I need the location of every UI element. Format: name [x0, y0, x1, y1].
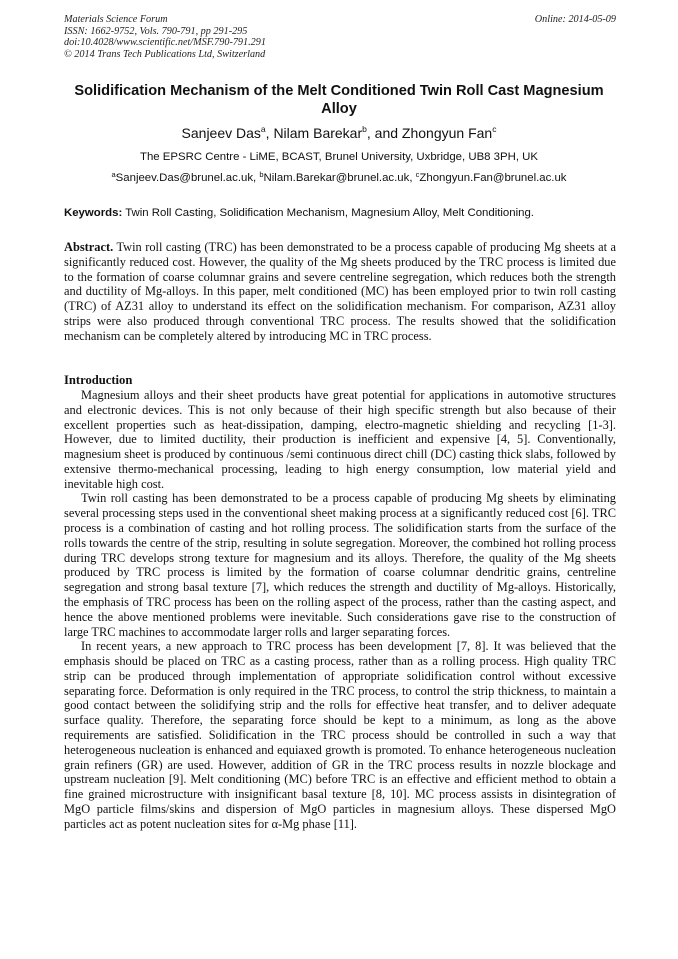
abstract — [64, 240, 616, 343]
author-separator: , — [265, 125, 274, 141]
email-list: $^a$Sanjeev.Das@brunel.ac.uk, $^b$Nilam.Barekar@brunel.ac.uk, $^c$Zhongyun.Fan@brunel.ac.uk — [111, 170, 567, 184]
paragraph: Twin roll casting has been demonstrated to be a process capable of producing Mg sheets by eliminating several processing steps used in the conventional sheet making process at a significantly reduced cost [6]. TRC process is a combination of casting and hot rolling process. The solidification starts from the surface of the rolls towards the centre of the strip, resulting in solute segregation. Moreover, the combined hot rolling process during TRC develops strong texture for magnesium and its alloys. Therefore, the quality of the Mg sheets produced by TRC process is limited by the formation of coarse columnar dendritic grains, centreline segregation and strong basal texture [7], which reduces the strength and ductility of Mg-alloys. Historically, the emphasis of TRC process has been on the rolling aspect of the process, rather than the casting aspect, and hence the above mentioned problems were inevitable. Such considerations gave rise to the construction of large TRC machines to accommodate larger rolls and larger separating forces. — [64, 491, 616, 639]
email-mark: c — [415, 170, 420, 179]
section-heading-introduction: Introduction — [64, 373, 133, 387]
keywords-text: Twin Roll Casting, Solidification Mechanism, Magnesium Alloy, Melt Conditioning. — [125, 207, 534, 219]
keywords-label: Keywords: — [64, 207, 123, 219]
paragraph: Magnesium alloys and their sheet products have great potential for applications in automotive structures and electronic devices. This is not only because of their high specific strength but also because of their excellent properties such as heat-dissipation, damping, electro-magnetic shielding and recycling [1-3]. However, due to limited ductility, their production is inefficient and expensive [4, 5]. Conventionally, magnesium sheet is produced by continuous /semi continuous direct chill (DC) casting thick slabs, followed by extensive thermo-mechanical processing, leading to high energy consumption, low material yield and inevitable high cost. — [64, 388, 616, 491]
author-name: Sanjeev Das — [181, 125, 261, 141]
journal-name: Materials Science Forum — [64, 14, 168, 25]
email-mark: b — [259, 170, 264, 179]
author-mark: c — [492, 124, 497, 134]
email-address[interactable]: Nilam.Barekar@brunel.ac.uk — [263, 172, 410, 184]
journal-header — [64, 14, 616, 60]
affiliation: The EPSRC Centre - LiME, BCAST, Brunel University, Uxbridge, UB8 3PH, UK — [140, 151, 538, 163]
online-date: Online: 2014-05-09 — [534, 14, 616, 25]
email-mark: a — [111, 170, 116, 179]
issn-line: ISSN: 1662-9752, Vols. 790-791, pp 291-295 — [64, 25, 248, 37]
email-address[interactable]: Zhongyun.Fan@brunel.ac.uk — [419, 172, 567, 184]
author-list — [64, 124, 614, 142]
doi-line: doi:10.4028/www.scientific.net/MSF.790-791.291 — [64, 37, 266, 49]
author-name: Nilam Barekar — [273, 125, 363, 141]
paragraph: In recent years, a new approach to TRC process has been development [7, 8]. It was believed that the emphasis should be placed on TRC as a casting process, rather than as a rolling process. High quality TRC strip can be produced through implementation of appropriate solidification control without excessive separating force. Deformation is only required in the TRC process, to control the strip thickness, to maintain a good contact between the solidifying strip and the rolls for effective heat transfer, and to deliver adequate surface quality. Therefore, the separating force should be kept to a minimum, as long as the above requirements are satisfied. Solidification in the TRC process should be controlled in such a way that heterogeneous nucleation is enhanced and equiaxed growth is promoted. To enhance heterogeneous nucleation grain refiners (GR) are used. However, addition of GR in the TRC process results in nozzle blockage and upstream nucleation [9]. Melt conditioning (MC) before TRC is an effective and efficient method to obtain a fine grained microstructure with insignificant basal texture [8, 10]. MC process assists in disintegration of MgO particle films/skins and dispersion of MgO particles in magnesium alloys. These dispersed MgO particles act as potent nucleation sites for α-Mg phase [11]. — [64, 639, 616, 831]
author-mark: a — [260, 124, 266, 134]
author-separator: , and — [366, 125, 402, 141]
paper-title: Solidification Mechanism of the Melt Conditioned Twin Roll Cast Magnesium Alloy — [74, 83, 604, 117]
keywords — [64, 206, 616, 220]
copyright-line: © 2014 Trans Tech Publications Ltd, Switzerland — [64, 48, 266, 60]
author-mark: b — [362, 124, 367, 134]
abstract-label: Abstract. — [64, 240, 114, 254]
abstract-text: Twin roll casting (TRC) has been demonstrated to be a process capable of producing Mg sheets at a significantly reduced cost. However, the quality of the Mg sheets produced by the TRC process is limited due to the formation of coarse columnar grains and severe centreline segregation, which reduces both the strength and ductility of Mg-alloys. In this paper, melt conditioned (MC) has been employed prior to twin roll casting (TRC) of AZ31 alloy to understand its effect on the solidification mechanism. For comparison, AZ31 alloy strips were also produced through conventional TRC process. The results showed that the solidification mechanism can be completely altered by introducing MC in TRC process. — [64, 240, 616, 343]
author-name: Zhongyun Fan — [401, 125, 493, 141]
introduction-body — [64, 388, 616, 831]
email-address[interactable]: Sanjeev.Das@brunel.ac.uk — [115, 172, 254, 184]
